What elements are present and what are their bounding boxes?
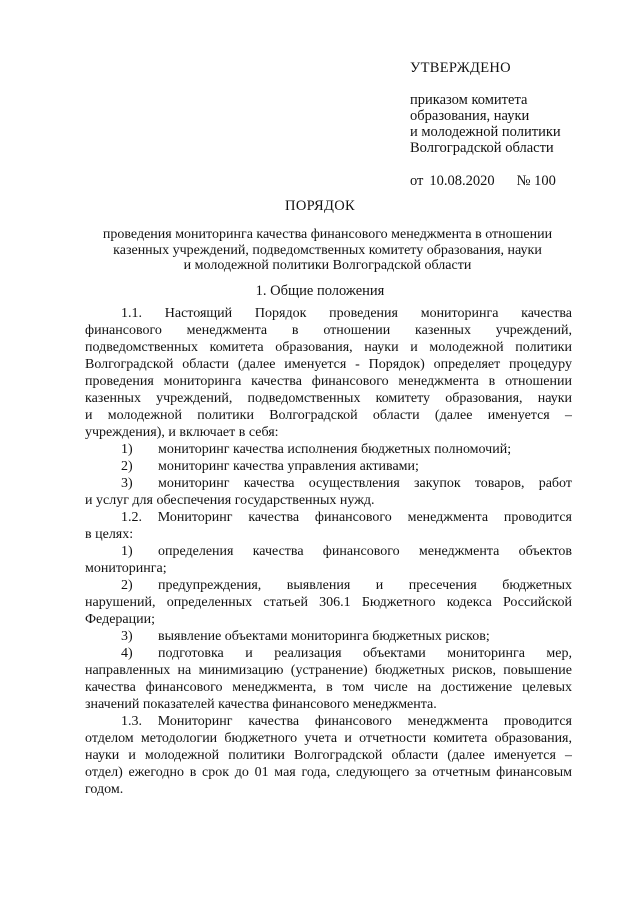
paragraph-line: нарушений, определенных статьей 306.1 Бюджетного кодекса Российской [85,595,572,610]
paragraph-line: мониторинга; [85,561,167,576]
list-item-number: 2) [121,459,133,474]
paragraph-line: качества финансового менеджмента, в том числе на достижение целевых [85,680,572,695]
approval-order-line: образования, науки [410,108,530,124]
paragraph-line: направленных на минимизацию (устранение) бюджетных рисков, повышение [85,663,572,678]
paragraph-line: казенных учреждений, подведомственных комитету образования, науки [85,391,572,406]
list-item [85,441,572,458]
paragraph-line: и услуг для обеспечения государственных нужд. [85,493,375,508]
subtitle-line: и молодежной политики Волгоградской области [183,258,472,273]
paragraph-line: учреждения), и включает в себя: [85,425,279,440]
paragraph-line: Волгоградской области (далее именуется - Порядок) определяет процедуру [85,357,572,372]
paragraph-line: финансового менеджмента в отношении казенных учреждений, [85,323,572,338]
document-title: ПОРЯДОК [285,198,355,214]
list-item [85,543,572,560]
list-item [85,645,572,662]
paragraph-line: в целях: [85,527,134,542]
approval-order-line: приказом комитета [410,92,528,108]
list-item-number: 3) [121,629,133,644]
list-item [85,628,572,645]
subtitle-line: проведения мониторинга качества финансового менеджмента в отношении [102,227,553,242]
list-item-number: 2) [121,578,133,593]
paragraph-line: значений показателей качества финансового менеджмента. [85,697,437,712]
list-item-text: определения качества финансового менеджмента объектов [158,544,572,559]
approval-stamp: УТВЕРЖДЕНО [410,60,511,76]
list-item [85,458,572,475]
list-item [85,577,572,594]
list-item-text: мониторинг качества осуществления закупок товаров, работ [158,476,572,491]
list-item-text: мониторинг качества управления активами; [158,459,419,474]
approval-from-label: от [410,173,424,189]
list-item-text: мониторинг качества исполнения бюджетных полномочий; [158,442,512,457]
paragraph-line: Федерации; [85,612,156,627]
approval-block [410,60,620,189]
section-heading: 1. Общие положения [255,283,385,299]
list-item-text: выявление объектами мониторинга бюджетных рисков; [158,629,490,644]
list-item-text: предупреждения, выявления и пресечения бюджетных [158,578,572,593]
paragraph-line: 1.2. Мониторинг качества финансового менеджмента проводится [121,510,572,525]
approval-order-line: Волгоградской области [410,140,554,156]
paragraph-line: годом. [85,782,124,797]
subtitle-line: казенных учреждений, подведомственных комитету образования, науки [113,242,542,258]
paragraph-line: проведения мониторинга качества финансового менеджмента в отношении [85,374,572,389]
list-item-number: 1) [121,544,133,559]
paragraph-line: отделом методологии бюджетного учета и отчетности комитета образования, [85,731,572,746]
document-body [85,305,572,798]
list-item-number: 1) [121,442,133,457]
list-item [85,475,572,492]
document-subtitle [85,227,570,274]
approval-order-line: и молодежной политики [410,124,561,140]
approval-date: 10.08.2020 [429,173,495,189]
list-item-text: подготовка и реализация объектами мониторинга мер, [158,646,572,661]
list-item-number: 3) [121,476,133,491]
list-item-number: 4) [121,646,133,661]
paragraph-line: 1.3. Мониторинг качества финансового менеджмента проводится [121,714,572,729]
approval-number: № 100 [516,173,556,189]
paragraph-line: отдел) ежегодно в срок до 01 мая года, следующего за отчетным финансовым [85,765,572,780]
paragraph-line: 1.1. Настоящий Порядок проведения мониторинга качества [121,306,572,321]
paragraph-line: науки и молодежной политики Волгоградской области (далее именуется – [85,748,572,763]
paragraph-line: подведомственных комитета образования, науки и молодежной политики [85,340,572,355]
paragraph-line: и молодежной политики Волгоградской области (далее именуется – [85,408,572,423]
approval-date-line [410,173,620,189]
